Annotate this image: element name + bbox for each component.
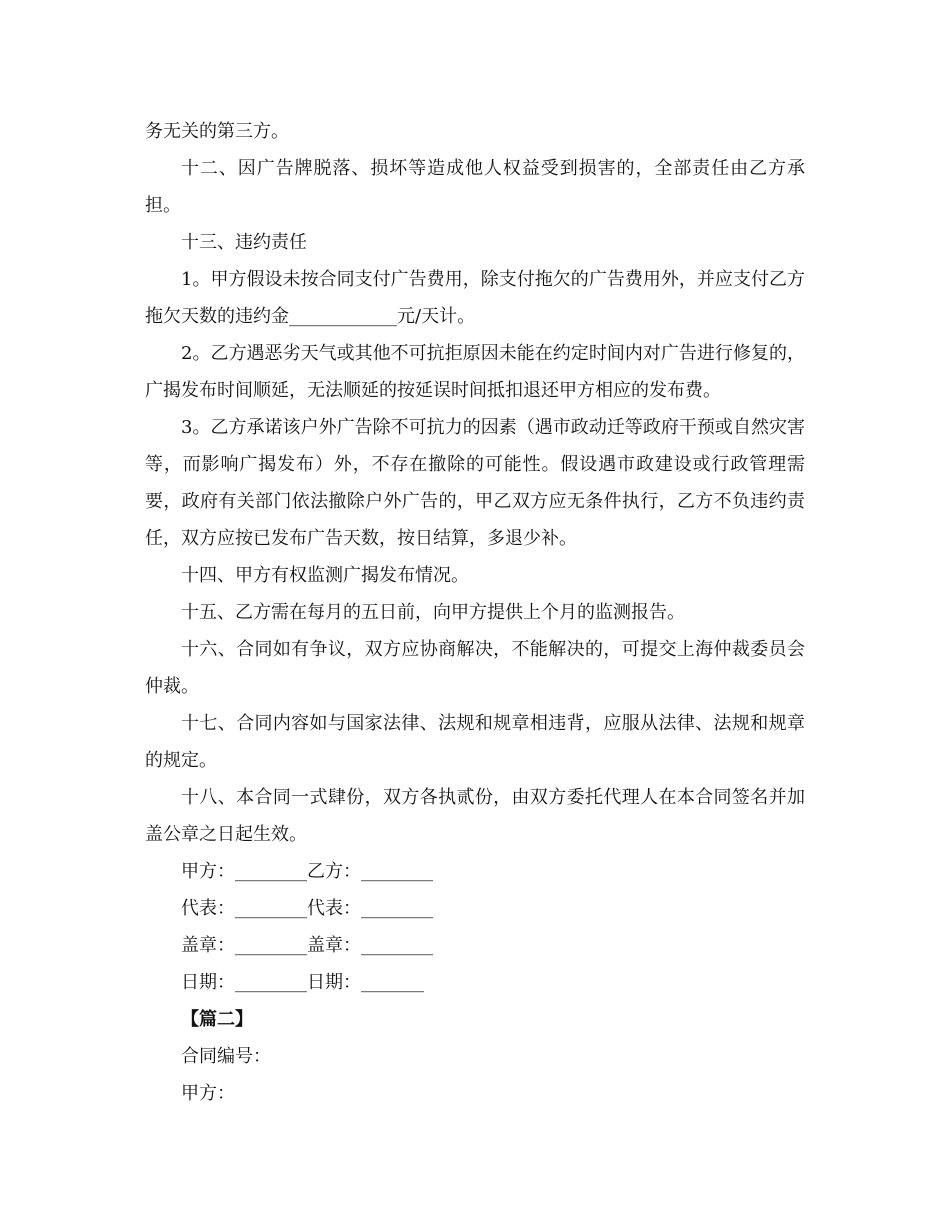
party-a-field: 甲方：: [181, 1083, 235, 1104]
signature-representative-line: 代表：________代表：________: [181, 898, 433, 919]
section-heading: 【篇二】: [181, 1009, 253, 1030]
clause-13-heading: 十三、违约责任: [181, 232, 307, 253]
clause-13-item-2: 2。乙方遇恶劣天气或其他不可抗拒原因未能在约定时间内对广告进行修复的，广揭发布时间顺延，无法顺延的按延误时间抵扣退还甲方相应的发布费。: [145, 343, 805, 401]
clause-13-item-3: 3。乙方承诺该户外广告除不可抗力的因素（遇市政动迁等政府干预或自然灾害等，而影响广揭发布）外，不存在撤除的可能性。假设遇市政建设或行政管理需要，政府有关部门依法撤除户外广告的，甲乙双方应无条件执行，乙方不负违约责任，双方应按已发布广告天数，按日结算，多退少补。: [145, 417, 805, 549]
clause-14: 十四、甲方有权监测广揭发布情况。: [181, 565, 469, 586]
clause-12: 十二、因广告牌脱落、损坏等造成他人权益受到损害的，全部责任由乙方承担。: [145, 158, 805, 216]
paragraph-continuation: 务无关的第三方。: [145, 121, 289, 142]
clause-13-item-1: 1。甲方假设未按合同支付广告费用，除支付拖欠的广告费用外，并应支付乙方拖欠天数的违约金____________元/天计。: [145, 269, 805, 327]
signature-date-line: 日期：________日期：_______: [181, 972, 424, 993]
contract-number-field: 合同编号：: [181, 1046, 271, 1067]
signature-seal-line: 盖章：________盖章：________: [181, 935, 433, 956]
clause-17: 十七、合同内容如与国家法律、法规和规章相违背，应服从法律、法规和规章的规定。: [145, 713, 805, 771]
clause-15: 十五、乙方需在每月的五日前，向甲方提供上个月的监测报告。: [181, 602, 685, 623]
signature-party-line: 甲方：________乙方：________: [181, 861, 433, 882]
clause-16: 十六、合同如有争议，双方应协商解决，不能解决的，可提交上海仲裁委员会仲裁。: [145, 639, 805, 697]
clause-18: 十八、本合同一式肆份，双方各执贰份，由双方委托代理人在本合同签名并加盖公章之日起生效。: [145, 787, 805, 845]
document-body: [145, 113, 805, 1112]
